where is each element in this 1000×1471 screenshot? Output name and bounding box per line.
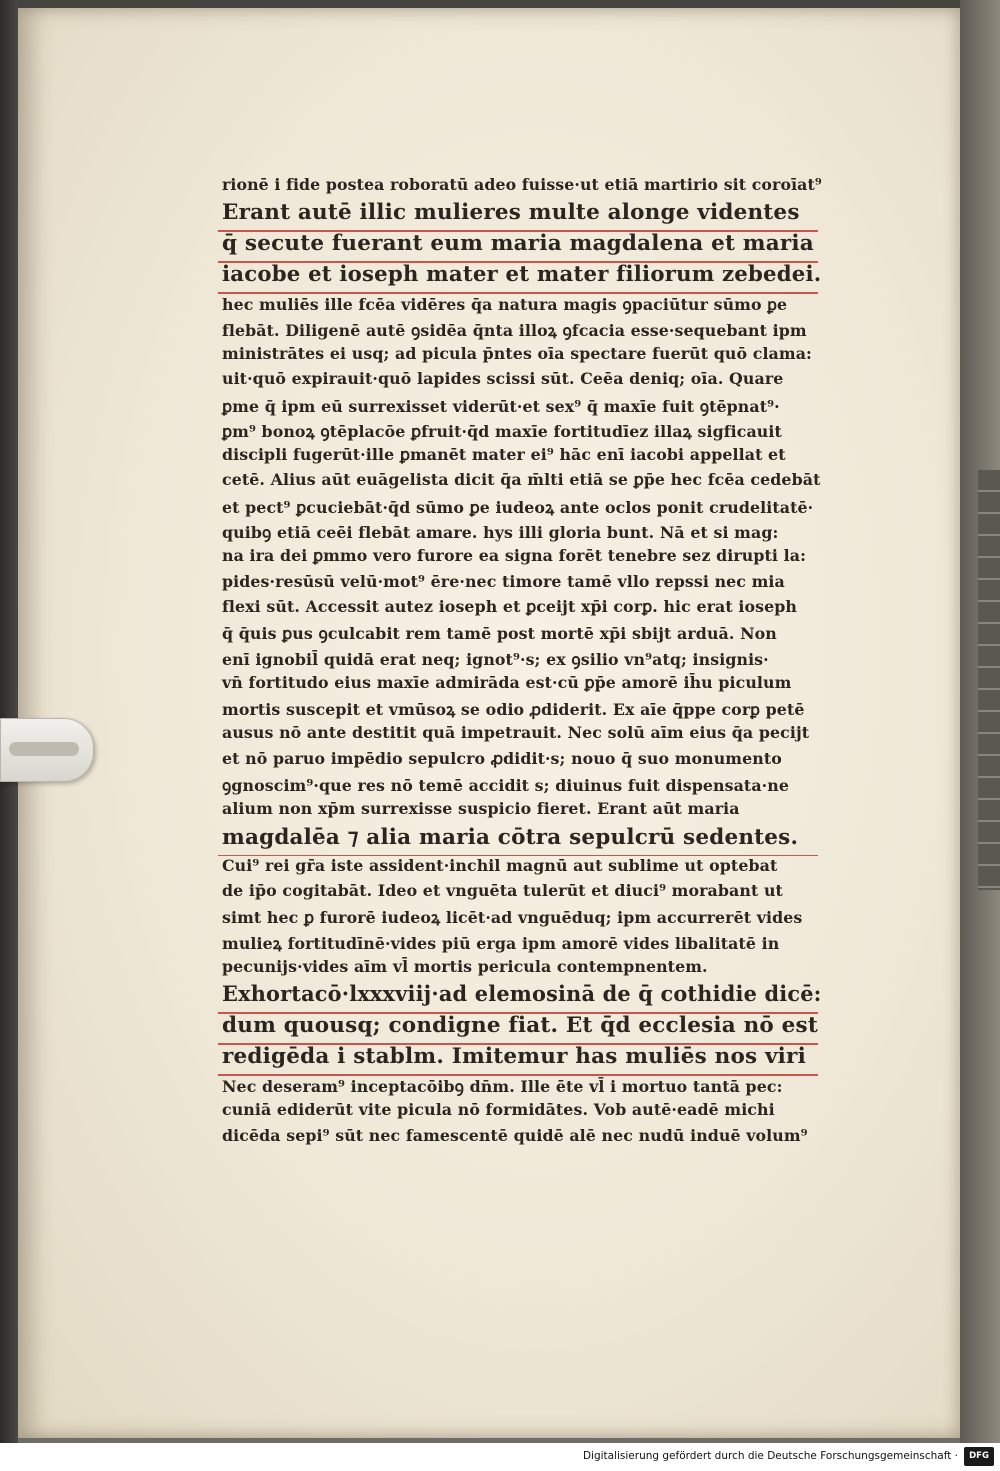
text-line: ꝑm⁹ bonoꝝ ꝯtēplacōe ꝑfruit·q̄d maxīe fortitudīez illaꝝ sigficauit (222, 421, 782, 441)
text-line: Cui⁹ rei gr̄a iste assident·inchil magnū aut sublime ut optebat (222, 855, 778, 875)
text-line: na ira dei ꝑmmo vero furore ea signa forēt tenebre sez dirupti la: (222, 546, 806, 566)
color-ruler (978, 470, 1000, 890)
text-line: ꝑme q̄ ipm eū surrexisset viderūt·et sex⁹ q̄ maxīe fuit ꝯtēpnat⁹· (222, 396, 780, 416)
text-line: flexi sūt. Accessit autez ioseph et ꝑceijt xp̄i corꝑ. hic erat ioseph (222, 596, 797, 616)
text-line: q̄ q̄uis ꝑus ꝯculcabit rem tamē post mortē xp̄i sbijt arduā. Non (222, 624, 777, 644)
text-line: ꝯgnoscim⁹·que res nō temē accidit s; diuinus fuit dispensata·ne (222, 776, 789, 795)
heading-line: magdalēa ⁊ alia maria cōtra sepulcrū sedentes. (222, 824, 799, 850)
text-line: enī ignobil̄ quidā erat neq; ignot⁹·s; ex ꝯsilio vn⁹atq; insignis· (222, 649, 769, 669)
heading-line: iacobe et ioseph mater et mater filiorum zebedei. (222, 262, 822, 288)
text-line: alium non xp̄m surrexisse suspicio fieret. Erant aūt maria (222, 799, 740, 819)
text-line: de ip̄o cogitabāt. Ideo et vnguēta tulerūt et diuci⁹ morabant ut (222, 880, 783, 900)
text-line: et pect⁹ ꝑcuciebāt·q̄d sūmo ꝑe iudeoꝝ ante oclos ponit crudelitatē· (222, 497, 814, 517)
text-line: ministrātes ei usq; ad picula p̄ntes oīa spectare fuerūt quō clama: (222, 343, 812, 363)
text-line: cetē. Alius aūt euāgelista dicit q̄a m̄lti etiā se ꝑp̄e hec fcēa cedebāt (222, 470, 821, 490)
funding-credit: Digitalisierung gefördert durch die Deutsche Forschungsgemeinschaft · (582, 1450, 958, 1462)
text-line: flebāt. Diligenē autē ꝯsidēa q̄nta illoꝝ ꝯfcacia esse·sequebant ipm (222, 320, 807, 340)
heading-line: Erant autē illic mulieres multe alonge videntes (222, 200, 800, 226)
page-clip-slot (9, 742, 79, 756)
text-line: simt hec ꝑ furorē iudeoꝝ licēt·ad vnguēduq; ipm accurrerēt vides (222, 908, 803, 928)
text-line: hec muliēs ille fcēa vidēres q̄a natura magis ꝯpaciūtur sūmo ꝑe (222, 295, 788, 315)
text-line: rionē i fide postea roboratū adeo fuisse·ut etiā martirio sit coroīat⁹ (222, 175, 822, 194)
heading-line: dum quousq; condigne fiat. Et q̄d ecclesia nō est (222, 1013, 818, 1039)
text-line: pides·resūsū velū·mot⁹ ēre·nec timore tamē vllo repssi nec mia (222, 571, 785, 591)
heading-line: redigēda i stablm. Imitemur has muliēs nos viri (222, 1044, 806, 1070)
text-line: mortis suscepit et vmūsoꝝ se odio ꝓdiderit. Ex aīe q̄ppe corꝑ petē (222, 700, 805, 720)
text-line: discipli fugerūt·ille ꝑmanēt mater ei⁹ hāc enī iacobi appellat et (222, 445, 786, 465)
text-line: pecunijs·vides aīm vl̄ mortis pericula contempnentem. (222, 956, 708, 976)
text-line: quibꝯ etiā ceēi flebāt amare. hys illi gloria bunt. Nā et si mag: (222, 523, 779, 542)
heading-line: Exhortacō·lxxxviij·ad elemosinā de q̄ cothidie dicē: (222, 982, 822, 1008)
text-line: uit·quō expirauit·quō lapides scissi sūt. Ceēa deniq; oīa. Quare (222, 369, 784, 389)
text-line: ausus nō ante destitit quā impetrauit. Nec solū aīm eius q̄a pecijt (222, 723, 810, 743)
text-line: cuniā ediderūt vite picula nō formidātes. Vob autē·eadē michi (222, 1100, 775, 1120)
page-clip (0, 718, 94, 782)
text-line: Nec deseram⁹ inceptacōibꝯ dn̄m. Ille ēte vl̄ i mortuo tantā pec: (222, 1077, 783, 1097)
dfg-logo: DFG (964, 1447, 994, 1466)
text-line: et nō paruo impēdio sepulcro ꝓdidit·s; nouo q̄ suo monumento (222, 748, 782, 768)
footer-bar (0, 1443, 1000, 1471)
text-line: vn̄ fortitudo eius maxīe admirāda est·cū ꝑp̄e amorē ih̄u piculum (222, 672, 792, 692)
text-line: mulieꝝ fortitudīnē·vides piū erga ipm amorē vides libalitatē in (222, 933, 780, 953)
text-line: dicēda sepi⁹ sūt nec famescentē quidē alē nec nudū induē volum⁹ (222, 1125, 808, 1145)
heading-line: q̄ secute fuerant eum maria magdalena et maria (222, 231, 814, 257)
